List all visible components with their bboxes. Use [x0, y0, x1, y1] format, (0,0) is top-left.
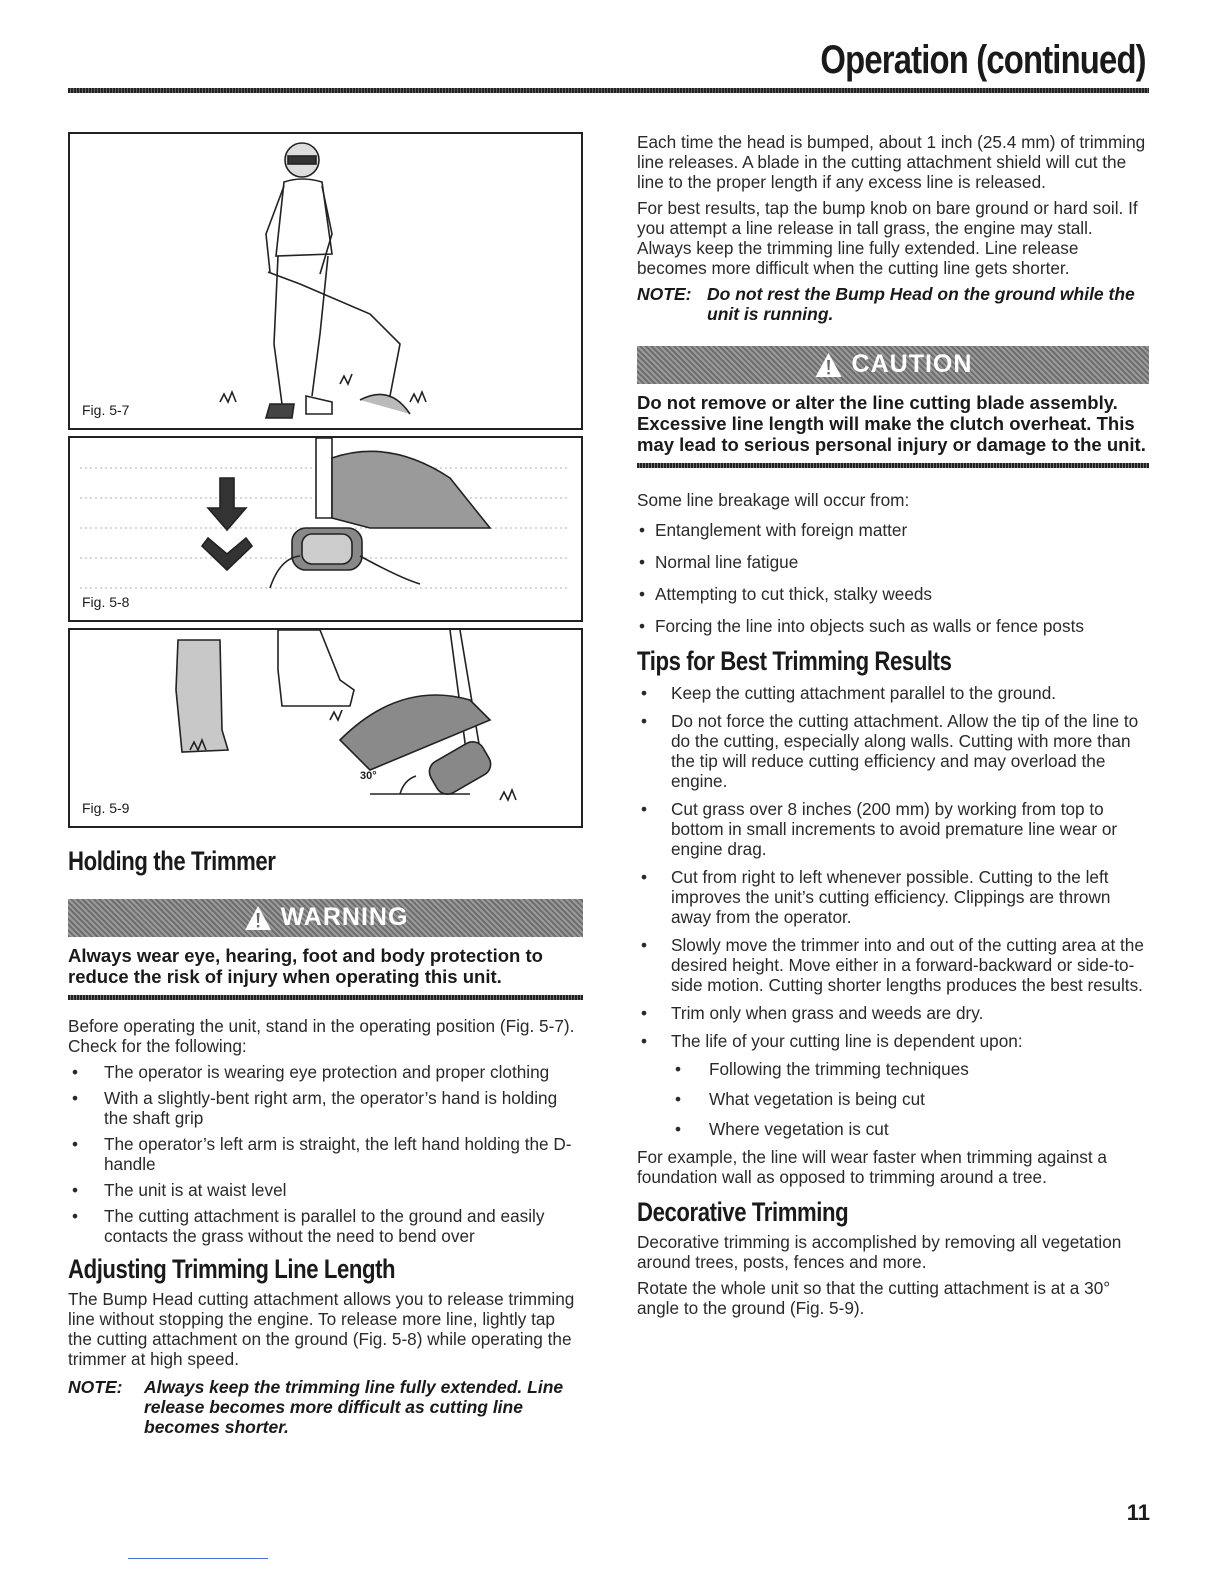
warning-text: Always wear eye, hearing, foot and body protection to reduce the risk of injury when operating this unit.	[68, 945, 543, 987]
operator-illustration	[70, 134, 583, 428]
note-key: NOTE:	[68, 1377, 123, 1397]
left-column	[68, 132, 583, 1437]
list-item: • Following the trimming techniques	[675, 1059, 969, 1079]
footer-rule	[128, 1558, 268, 1559]
adjust-paragraph: The Bump Head cutting attachment allows you to release trimming line without stopping the engine. To release more line, lightly tap the cutting attachment on the ground (Fig. 5-8) while operating the trimmer at high speed.	[68, 1289, 575, 1369]
breakage-intro: Some line breakage will occur from:	[637, 490, 910, 510]
figure-5-8	[68, 436, 583, 622]
note-key: NOTE:	[637, 284, 692, 304]
note-text: Always keep the trimming line fully extended. Line release becomes more difficult as cutting line becomes shorter.	[144, 1377, 564, 1437]
list-item: • The life of your cutting line is dependent upon:	[641, 1031, 1023, 1051]
warning-label: WARNING	[280, 903, 409, 931]
warning-rule	[68, 995, 583, 1000]
note	[637, 284, 1149, 324]
list-item: • Normal line fatigue	[639, 552, 799, 572]
tips-list	[637, 683, 1149, 1051]
list-item: • What vegetation is being cut	[675, 1089, 925, 1109]
section-title-tips: Tips for Best Trimming Results	[637, 646, 952, 676]
figure-5-7	[68, 132, 583, 430]
figure-label: Fig. 5-7	[82, 402, 130, 418]
list-item: • Cut grass over 8 inches (200 mm) by working from top to bottom in small increments to avoid premature line wear or engine drag.	[641, 799, 1118, 859]
page-title: Operation (continued)	[820, 38, 1146, 82]
breakage-list	[637, 520, 1149, 636]
note	[68, 1377, 583, 1437]
warning-icon	[243, 904, 273, 932]
list-item: • The unit is at waist level	[72, 1180, 287, 1200]
list-item: • Forcing the line into objects such as walls or fence posts	[639, 616, 1084, 636]
example-paragraph: For example, the line will wear faster when trimming against a foundation wall as opposed to trimming around a tree.	[637, 1147, 1107, 1187]
page-number: 11	[1126, 1500, 1150, 1525]
list-item: • The cutting attachment is parallel to the ground and easily contacts the grass without the need to bend over	[72, 1206, 545, 1246]
list-item: • The operator is wearing eye protection and proper clothing	[72, 1062, 550, 1082]
header-rule	[68, 88, 1149, 93]
list-item: • Do not force the cutting attachment. Allow the tip of the line to do the cutting, especially along walls. Cutting with more than the tip will reduce cutting efficiency and may overload the engine.	[641, 711, 1139, 791]
list-item: • With a slightly-bent right arm, the operator’s hand is holding the shaft grip	[72, 1088, 558, 1128]
figure-5-9	[68, 628, 583, 828]
life-factors-list	[637, 1059, 1149, 1139]
figure-label: Fig. 5-8	[82, 594, 130, 610]
bump-head-illustration	[70, 438, 583, 620]
section-title-decorative: Decorative Trimming	[637, 1197, 849, 1227]
angled-trimming-illustration	[70, 630, 583, 826]
figure-label: Fig. 5-9	[82, 800, 130, 816]
list-item: • Trim only when grass and weeds are dry.	[641, 1003, 984, 1023]
list-item: • Cut from right to left whenever possible. Cutting to the left improves the unit’s cutting efficiency. Clippings are thrown away from the operator.	[641, 867, 1111, 927]
intro-paragraph: Before operating the unit, stand in the operating position (Fig. 5-7). Check for the following:	[68, 1016, 575, 1056]
caution-banner	[637, 346, 1149, 384]
operating-checks-list	[68, 1062, 583, 1246]
list-item: • Where vegetation is cut	[675, 1119, 889, 1139]
list-item: • Slowly move the trimmer into and out of the cutting area at the desired height. Move either in a forward-backward or side-to-side motion. Cutting shorter lengths produces the best results.	[641, 935, 1144, 995]
decorative-paragraph: Rotate the whole unit so that the cutting attachment is at a 30° angle to the ground (Fig. 5-9).	[637, 1278, 1111, 1318]
paragraph: Each time the head is bumped, about 1 inch (25.4 mm) of trimming line releases. A blade in the cutting attachment shield will cut the line to the proper length if any excess line is released.	[637, 132, 1146, 192]
decorative-paragraph: Decorative trimming is accomplished by removing all vegetation around trees, posts, fences and more.	[637, 1232, 1122, 1272]
section-title-adjusting: Adjusting Trimming Line Length	[68, 1254, 396, 1284]
angle-label: 30°	[360, 770, 377, 782]
note-text: Do not rest the Bump Head on the ground while the unit is running.	[707, 284, 1135, 324]
caution-rule	[637, 463, 1149, 468]
list-item: • The operator’s left arm is straight, the left hand holding the D-handle	[72, 1134, 572, 1174]
section-title-holding: Holding the Trimmer	[68, 846, 276, 876]
paragraph: For best results, tap the bump knob on bare ground or hard soil. If you attempt a line release in tall grass, the engine may stall. Always keep the trimming line fully extended. Line release becomes more difficult when the cutting line gets shorter.	[637, 198, 1138, 278]
list-item: • Keep the cutting attachment parallel to the ground.	[641, 683, 1057, 703]
warning-banner	[68, 899, 583, 937]
caution-label: CAUTION	[851, 350, 973, 378]
list-item: • Attempting to cut thick, stalky weeds	[639, 584, 933, 604]
caution-text: Do not remove or alter the line cutting blade assembly. Excessive line length will make the clutch overheat. This may lead to serious personal injury or damage to the unit.	[637, 392, 1146, 455]
list-item: • Entanglement with foreign matter	[639, 520, 908, 540]
right-column	[637, 132, 1149, 1318]
warning-icon	[814, 351, 844, 379]
